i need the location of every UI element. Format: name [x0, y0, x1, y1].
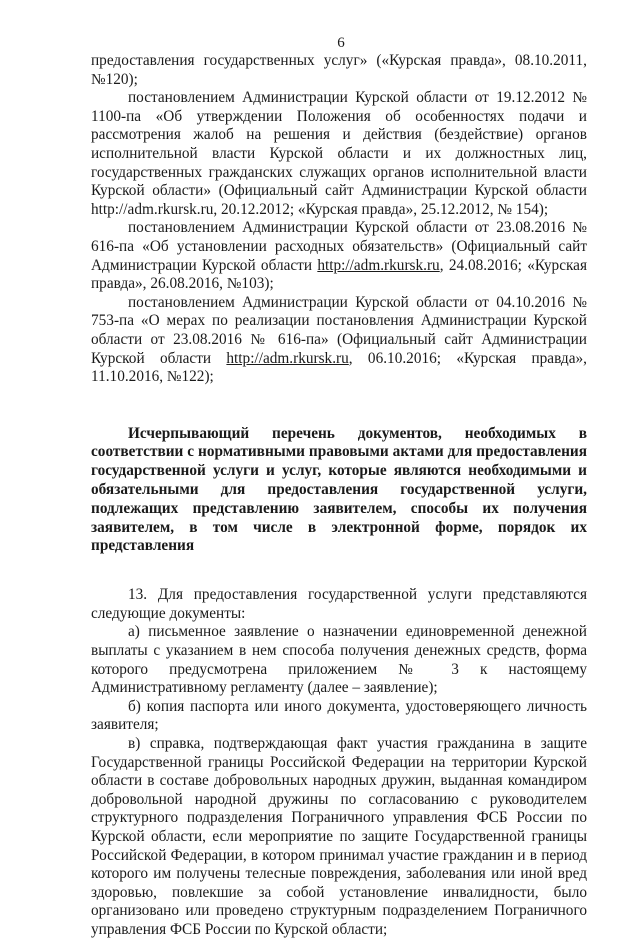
document-page	[91, 34, 587, 940]
paragraph-resolution-1100: постановлением Администрации Курской области от 19.12.2012 № 1100-па «Об утверждении Положения об особенностях подачи и рассмотрения жалоб на решения и действия (бездействие) органов исполнительной власти Курской области и их должностных лиц, государственных гражданских служащих органов исполнительной власти Курской области» (Официальный сайт Администрации Курской области http://adm.rkursk.ru, 20.12.2012; «Курская правда», 25.12.2012, № 154);	[91, 89, 587, 218]
website-link[interactable]: http://adm.rkursk.ru	[226, 349, 349, 367]
paragraph-resolution-616	[91, 219, 587, 293]
paragraph-continuation: предоставления государственных услуг» («Курская правда», 08.10.2011, №120);	[91, 52, 587, 88]
paragraph-text: , 06.10.2016; «Курская правда», 11.10.2016, №122);	[91, 349, 587, 386]
paragraph-item-b: б) копия паспорта или иного документа, удостоверяющего личность заявителя;	[91, 697, 587, 734]
website-link[interactable]: http://adm.rkursk.ru	[317, 256, 440, 274]
paragraph-text: , 24.08.2016; «Курская правда», 26.08.2016, №103);	[91, 256, 588, 293]
section-heading: Исчерпывающий перечень документов, необходимых в соответствии с нормативными правовыми актами для предоставления государственной услуги и услуг, которые являются необходимыми и обязательными для предоставления государственной услуги, подлежащих представлению заявителем, способы их получения заявителем, в том числе в электронной форме, порядок их представления	[91, 424, 587, 555]
paragraph-resolution-753	[91, 294, 587, 387]
page-number: 6	[337, 35, 345, 51]
paragraph-item-13: 13. Для предоставления государственной услуги представляются следующие документы:	[91, 586, 587, 622]
paragraph-text: постановлением Администрации Курской области от 04.10.2016 № 753-па «О мерах по реализации постановления Администрации Курской области от 23.08.2016 № 616-па» (Официальный сайт Администрации Курской области	[91, 293, 587, 367]
paragraph-text: постановлением Администрации Курской области от 23.08.2016 № 616-па «Об установлении расходных обязательств» (Официальный сайт Администрации Курской области	[91, 219, 587, 274]
paragraph-item-a: а) письменное заявление о назначении единовременной денежной выплаты с указанием в нем способа получения денежных средств, форма которого предусмотрена приложением № 3 к настоящему Административному регламенту (далее – заявление);	[91, 623, 587, 697]
paragraph-item-v: в) справка, подтверждающая факт участия гражданина в защите Государственной границы Российской Федерации на территории Курской области в составе добровольных народных дружин, выданная командиром добровольной народной дружины по согласованию с руководителем структурного подразделения Пограничного управления ФСБ России по Курской области, если мероприятие по защите Государственной границы Российской Федерации, в котором принимал участие гражданин и в период которого им получены телесные повреждения, заболевания или иной вред здоровью, повлекшие за собой установление инвалидности, было организовано или проведено структурным подразделением Пограничного управления ФСБ России по Курской области;	[91, 735, 587, 938]
